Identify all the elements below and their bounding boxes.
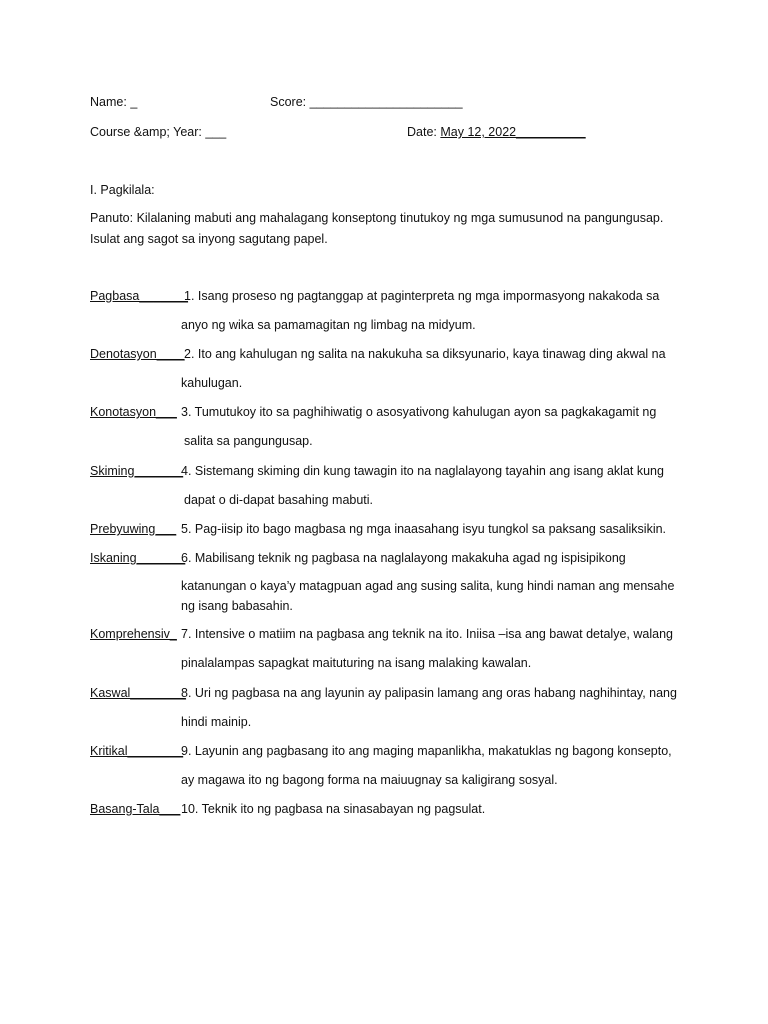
item-1-line-2: anyo ng wika sa pamamagitan ng limbag na midyum. xyxy=(181,318,476,332)
item-2-line-1: 2. Ito ang kahulugan ng salita na nakukuha sa diksyunario, kaya tinawag ding akwal na xyxy=(184,347,666,361)
score-label: Score: xyxy=(270,95,307,109)
answer-2: Denotasyon____ xyxy=(90,347,185,361)
instructions-line-1: Panuto: Kilalaning mabuti ang mahalagang konseptong tinutukoy ng mga sumusunod na pangungusap. xyxy=(90,211,664,225)
answer-4: Skiming_______ xyxy=(90,464,184,478)
item-7-line-2: pinalalampas sapagkat maituturing na isang malaking kawalan. xyxy=(181,656,532,670)
name-label: Name: xyxy=(90,95,127,109)
course-label: Course &amp; Year: xyxy=(90,125,202,139)
score-value: ______________________ xyxy=(309,95,463,109)
item-10-line-1: 10. Teknik ito ng pagbasa na sinasabayan ng pagsulat. xyxy=(181,802,486,816)
name-row xyxy=(90,95,137,111)
date-row xyxy=(407,125,586,141)
item-6-line-1: 6. Mabilisang teknik ng pagbasa na naglalayong makakuha agad ng ispisipikong xyxy=(181,551,626,565)
item-6-line-3: ng isang babasahin. xyxy=(181,599,293,613)
item-3-line-1: 3. Tumutukoy ito sa paghihiwatig o asosyativong kahulugan ayon sa pagkakagamit ng xyxy=(181,405,657,419)
course-value: ___ xyxy=(205,125,227,139)
item-4-line-1: 4. Sistemang skiming din kung tawagin ito na naglalayong tayahin ang isang aklat kung xyxy=(181,464,664,478)
answer-8: Kaswal________ xyxy=(90,686,186,700)
item-5-line-1: 5. Pag-iisip ito bago magbasa ng mga inaasahang isyu tungkol sa paksang sasaliksikin. xyxy=(181,522,667,536)
section-title: I. Pagkilala: xyxy=(90,183,155,197)
item-9-line-2: ay magawa ito ng bagong forma na maiuugnay sa kaligirang sosyal. xyxy=(181,773,558,787)
item-8-line-1: 8. Uri ng pagbasa na ang layunin ay palipasin lamang ang oras habang naghihintay, nang xyxy=(181,686,677,700)
score-row xyxy=(270,95,463,111)
item-4-line-2: dapat o di-dapat basahing mabuti. xyxy=(184,493,374,507)
item-9-line-1: 9. Layunin ang pagbasang ito ang maging mapanlikha, makatuklas ng bagong konsepto, xyxy=(181,744,672,758)
instructions-line-2: Isulat ang sagot sa inyong sagutang papel. xyxy=(90,232,328,246)
answer-3: Konotasyon___ xyxy=(90,405,177,419)
item-2-line-2: kahulugan. xyxy=(181,376,243,390)
item-1-line-1: 1. Isang proseso ng pagtanggap at paginterpreta ng mga impormasyong nakakoda sa xyxy=(184,289,660,303)
date-value: May 12, 2022__________ xyxy=(440,125,586,139)
answer-10: Basang-Tala___ xyxy=(90,802,181,816)
course-row xyxy=(90,125,226,141)
answer-1: Pagbasa_______ xyxy=(90,289,189,303)
answer-6: Iskaning_______ xyxy=(90,551,186,565)
date-label: Date: xyxy=(407,125,437,139)
item-8-line-2: hindi mainip. xyxy=(181,715,252,729)
answer-7: Komprehensiv_ xyxy=(90,627,177,641)
answer-5: Prebyuwing___ xyxy=(90,522,177,536)
item-3-line-2: salita sa pangungusap. xyxy=(184,434,313,448)
item-6-line-2: katanungan o kaya’y matagpuan agad ang susing salita, kung hindi naman ang mensahe xyxy=(181,579,675,593)
name-value: _ xyxy=(130,95,138,109)
answer-9: Kritikal________ xyxy=(90,744,184,758)
item-7-line-1: 7. Intensive o matiim na pagbasa ang teknik na ito. Iniisa –isa ang bawat detalye, walang xyxy=(181,627,673,641)
